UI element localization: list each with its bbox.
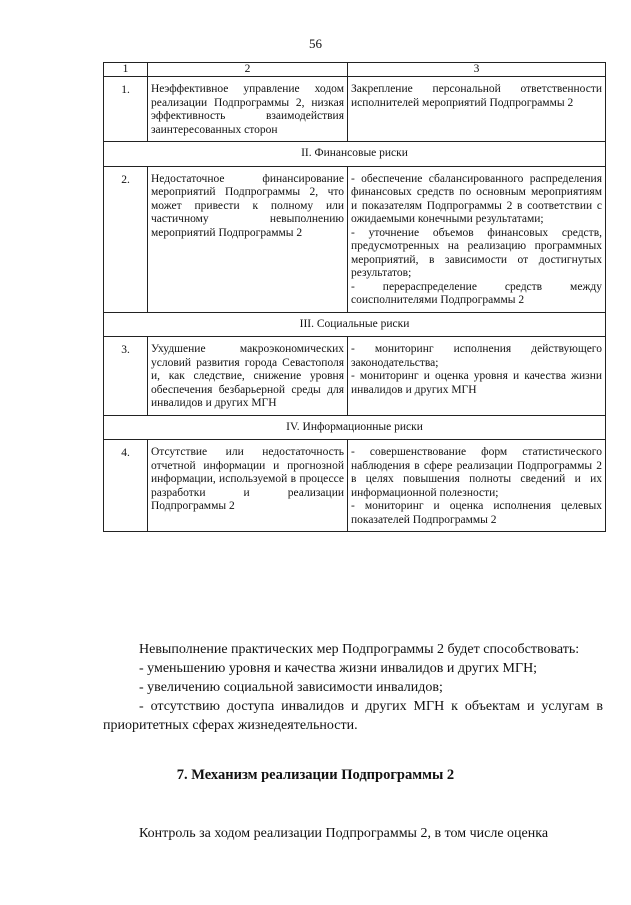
section-title: III. Социальные риски (104, 312, 606, 337)
risk-measures (348, 337, 606, 416)
measure-line: - мониторинг и оценка исполнения целевых показателей Подпрограммы 2 (351, 500, 602, 526)
table-row (104, 166, 606, 312)
body-text (103, 640, 603, 735)
measure-line: - мониторинг исполнения действующего законодательства; (351, 343, 602, 369)
risk-measures (348, 77, 606, 142)
risk-measures (348, 166, 606, 312)
measure-line: - обеспечение сбалансированного распределения финансовых средств по основным мероприятиям и показателям Подпрограммы 2 в соответствии с ожидаемыми конечными результатами; (351, 172, 602, 225)
measure-line: Закрепление персональной ответственности исполнителей мероприятий Подпрограммы 2 (351, 83, 602, 109)
section-title: IV. Информационные риски (104, 415, 606, 440)
header-cell-1: 1 (104, 63, 148, 77)
table-row (104, 337, 606, 416)
risk-table (103, 62, 606, 532)
measure-line: - совершенствование форм статистического наблюдения в сфере реализации Подпрограммы 2 в целях повышения полноты сведений и их информационной полезности; (351, 446, 602, 499)
risk-description: Неэффективное управление ходом реализации Подпрограммы 2, низкая эффективность взаимодействия заинтересованных сторон (148, 77, 348, 142)
table-section-row (104, 415, 606, 440)
last-line: Контроль за ходом реализации Подпрограммы 2, в том числе оценка (139, 826, 549, 841)
table-section-row (104, 142, 606, 167)
bullet-item: - уменьшению уровня и качества жизни инвалидов и других МГН; (139, 661, 538, 676)
row-number: 2. (104, 166, 148, 312)
table-row (104, 440, 606, 532)
table-row (104, 77, 606, 142)
risk-measures (348, 440, 606, 532)
measure-line: - мониторинг и оценка уровня и качества жизни инвалидов и других МГН (351, 370, 602, 396)
paragraph: Невыполнение практических мер Подпрограммы 2 будет способствовать: (139, 642, 580, 657)
header-cell-3: 3 (348, 63, 606, 77)
table-section-row (104, 312, 606, 337)
measure-line: - перераспределение средств между соисполнителями Подпрограммы 2 (351, 280, 602, 306)
table-header-row (104, 63, 606, 77)
measure-line: - уточнение объемов финансовых средств, предусмотренных на реализацию программных мероприятий, в зависимости от достигнутых результатов; (351, 226, 602, 279)
header-cell-2: 2 (148, 63, 348, 77)
row-number: 1. (104, 77, 148, 142)
risk-description: Отсутствие или недостаточность отчетной информации и прогнозной информации, используемой в процессе разработки и реализации Подпрограммы 2 (148, 440, 348, 532)
page-number: 56 (309, 36, 322, 51)
row-number: 4. (104, 440, 148, 532)
section-heading: 7. Механизм реализации Подпрограммы 2 (176, 767, 455, 783)
row-number: 3. (104, 337, 148, 416)
risk-description: Ухудшение макроэкономических условий развития города Севастополя и, как следствие, снижение уровня обеспечения безбарьерной среды для инвалидов и других МГН (148, 337, 348, 416)
bullet-item: - увеличению социальной зависимости инвалидов; (139, 680, 443, 695)
section-title: II. Финансовые риски (104, 142, 606, 167)
risk-table-body (104, 63, 606, 532)
risk-description: Недостаточное финансирование мероприятий Подпрограммы 2, что может привести к полному или частичному невыполнению мероприятий Подпрограммы 2 (148, 166, 348, 312)
bullet-item: - отсутствию доступа инвалидов и других МГН к объектам и услугам в приоритетных сферах жизнедеятельности. (103, 699, 603, 733)
